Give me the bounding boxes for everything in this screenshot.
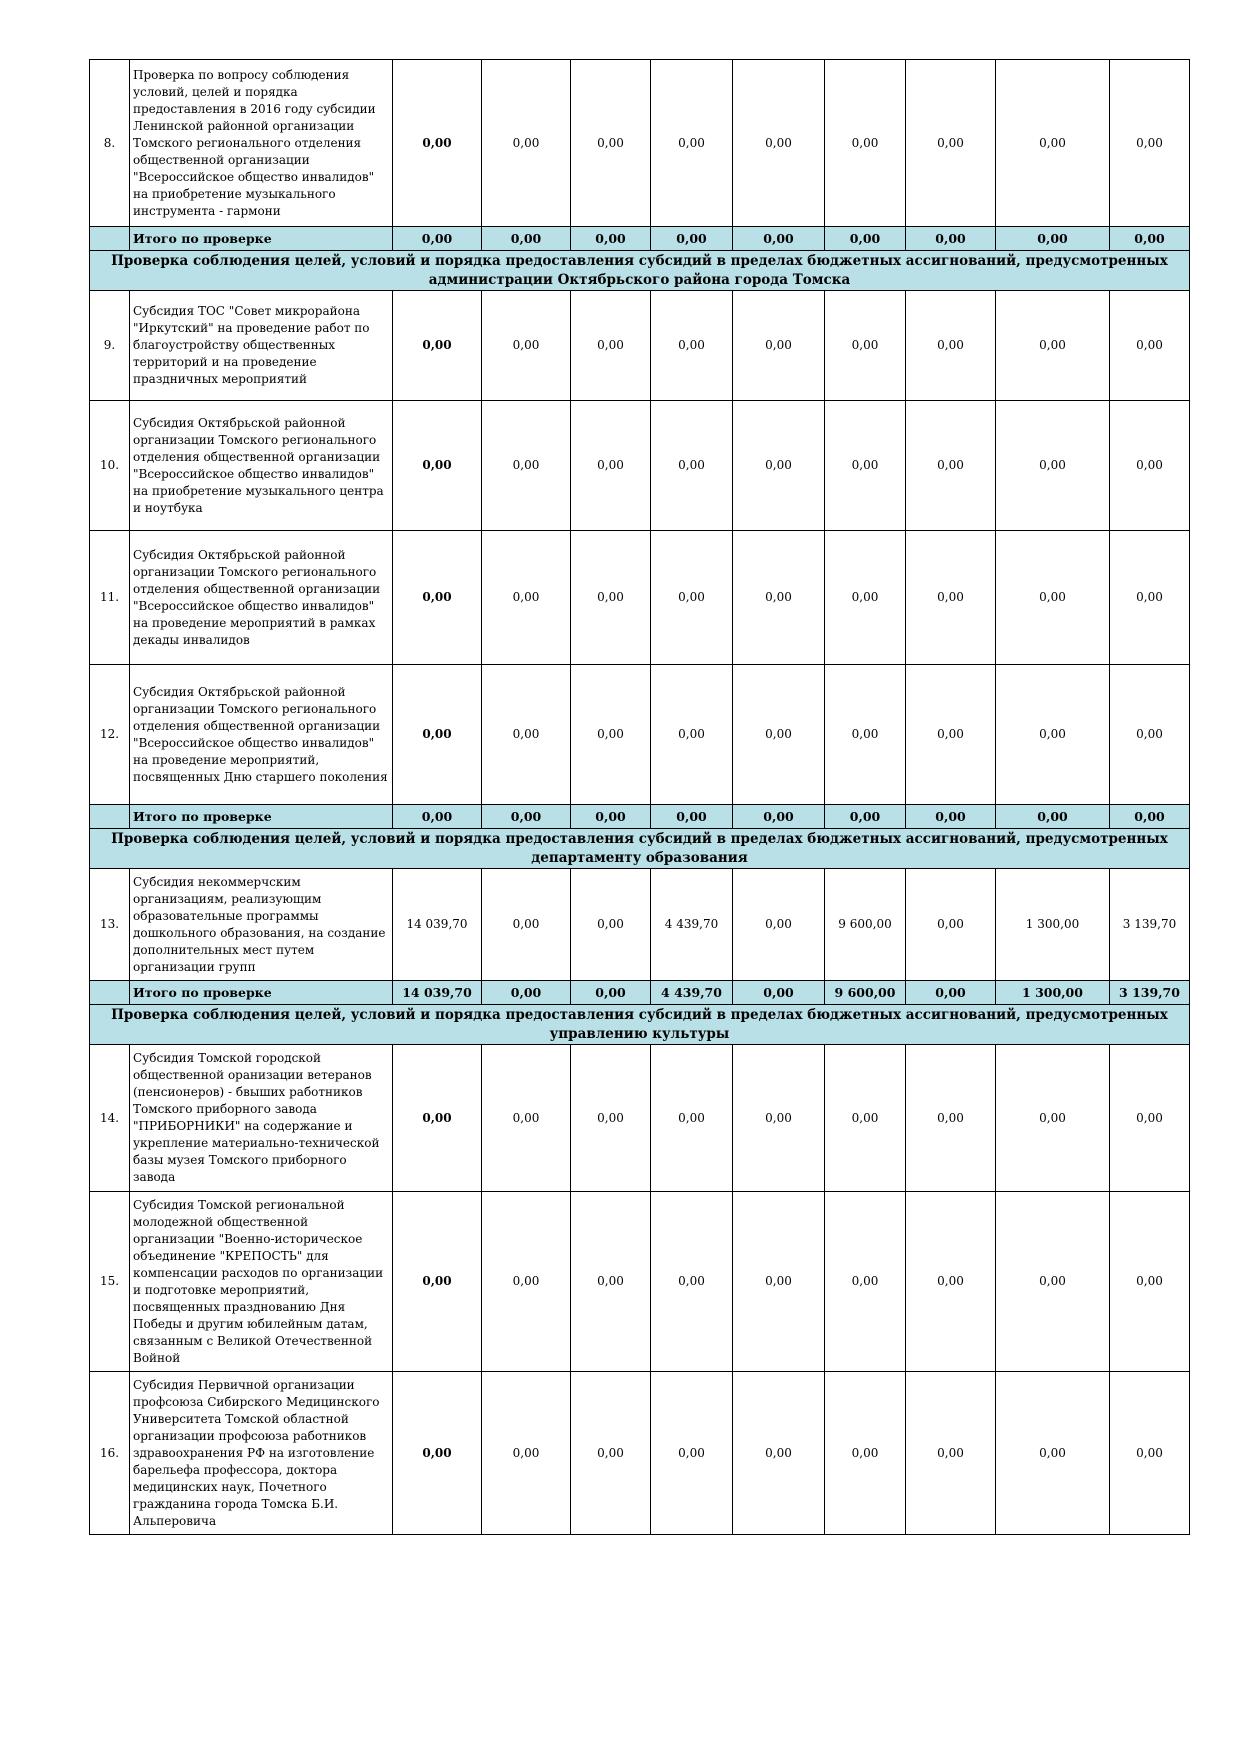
row-value-cell: 0,00 bbox=[1110, 291, 1190, 401]
row-value-cell: 0,00 bbox=[906, 1045, 996, 1192]
row-value-cell: 0,00 bbox=[1110, 1192, 1190, 1372]
total-value-cell: 0,00 bbox=[651, 805, 733, 829]
table-row bbox=[90, 291, 1190, 401]
row-value-cell: 0,00 bbox=[482, 401, 571, 531]
total-row-number-cell bbox=[90, 981, 130, 1005]
total-row-number-cell bbox=[90, 227, 130, 251]
row-number: 11. bbox=[90, 531, 130, 665]
row-total-value: 0,00 bbox=[393, 1045, 482, 1192]
row-value-cell: 0,00 bbox=[906, 60, 996, 227]
row-total-value: 0,00 bbox=[393, 291, 482, 401]
row-value-cell: 0,00 bbox=[651, 291, 733, 401]
row-value-cell: 0,00 bbox=[482, 531, 571, 665]
row-value-cell: 0,00 bbox=[571, 1045, 651, 1192]
section-header-row bbox=[90, 251, 1190, 291]
table-row bbox=[90, 1372, 1190, 1535]
row-value-cell: 0,00 bbox=[482, 1192, 571, 1372]
row-value-cell: 0,00 bbox=[651, 60, 733, 227]
row-value-cell: 0,00 bbox=[733, 869, 825, 981]
total-value-cell: 0,00 bbox=[482, 805, 571, 829]
row-value-cell: 0,00 bbox=[906, 531, 996, 665]
section-title: Проверка соблюдения целей, условий и порядка предоставления субсидий в пределах бюджетных ассигнований, предусмотренных департаменту образования bbox=[90, 829, 1190, 869]
row-value-cell: 0,00 bbox=[651, 1372, 733, 1535]
total-value-cell: 0,00 bbox=[571, 805, 651, 829]
row-total-value: 0,00 bbox=[393, 1372, 482, 1535]
total-value-cell: 0,00 bbox=[906, 227, 996, 251]
total-value-cell: 9 600,00 bbox=[825, 981, 906, 1005]
total-value-cell: 1 300,00 bbox=[996, 981, 1110, 1005]
row-value-cell: 0,00 bbox=[482, 1372, 571, 1535]
total-value-cell: 0,00 bbox=[733, 227, 825, 251]
row-value-cell: 0,00 bbox=[996, 665, 1110, 805]
row-total-value: 0,00 bbox=[393, 531, 482, 665]
row-value-cell: 0,00 bbox=[825, 401, 906, 531]
table-row bbox=[90, 1192, 1190, 1372]
total-value-cell: 0,00 bbox=[733, 981, 825, 1005]
row-value-cell: 0,00 bbox=[571, 60, 651, 227]
row-description: Субсидия Октябрьской районной организации Томского регионального отделения общественной организации "Всероссийское общество инвалидов" на приобретение музыкального центра и ноутбука bbox=[130, 401, 393, 531]
row-value-cell: 0,00 bbox=[825, 1192, 906, 1372]
row-description: Субсидия Октябрьской районной организации Томского регионального отделения общественной организации "Всероссийское общество инвалидов" на проведение мероприятий в рамках декады инвалидов bbox=[130, 531, 393, 665]
row-value-cell: 0,00 bbox=[651, 665, 733, 805]
row-value-cell: 0,00 bbox=[1110, 1372, 1190, 1535]
row-value-cell: 0,00 bbox=[482, 869, 571, 981]
row-value-cell: 0,00 bbox=[733, 531, 825, 665]
row-value-cell: 0,00 bbox=[1110, 1045, 1190, 1192]
row-value-cell: 0,00 bbox=[733, 291, 825, 401]
row-value-cell: 0,00 bbox=[482, 291, 571, 401]
row-value-cell: 0,00 bbox=[1110, 665, 1190, 805]
row-value-cell: 0,00 bbox=[733, 401, 825, 531]
total-value-cell: 0,00 bbox=[996, 227, 1110, 251]
row-description: Субсидия некоммерчским организациям, реализующим образовательные программы дошкольного образования, на создание дополнительных мест путем организации групп bbox=[130, 869, 393, 981]
row-description: Субсидия Первичной организации профсоюза Сибирского Медицинского Университета Томской областной организации профсоюза работников здравоохранения РФ на изготовление барельефа профессора, доктора медицинских наук, Почетного гражданина города Томска Б.И. Альперовича bbox=[130, 1372, 393, 1535]
row-value-cell: 0,00 bbox=[906, 401, 996, 531]
row-value-cell: 0,00 bbox=[996, 60, 1110, 227]
row-value-cell: 0,00 bbox=[733, 1045, 825, 1192]
row-description: Субсидия Томской региональной молодежной общественной организации "Военно-историческое объединение "КРЕПОСТЬ" для компенсации расходов по организации и подготовке мероприятий, посвященных празднованию Дня Победы и другим юбилейным датам, связанным с Великой Отечественной Войной bbox=[130, 1192, 393, 1372]
section-header-row bbox=[90, 1005, 1190, 1045]
row-value-cell: 0,00 bbox=[571, 869, 651, 981]
row-total-value: 14 039,70 bbox=[393, 869, 482, 981]
row-value-cell: 0,00 bbox=[571, 531, 651, 665]
table-row bbox=[90, 665, 1190, 805]
row-value-cell: 0,00 bbox=[651, 531, 733, 665]
row-value-cell: 0,00 bbox=[482, 1045, 571, 1192]
row-value-cell: 0,00 bbox=[651, 1045, 733, 1192]
row-value-cell: 0,00 bbox=[1110, 531, 1190, 665]
row-value-cell: 0,00 bbox=[733, 1372, 825, 1535]
row-value-cell: 0,00 bbox=[825, 531, 906, 665]
row-number: 15. bbox=[90, 1192, 130, 1372]
total-value-cell: 0,00 bbox=[825, 227, 906, 251]
total-value-cell: 0,00 bbox=[825, 805, 906, 829]
row-number: 9. bbox=[90, 291, 130, 401]
total-value-cell: 14 039,70 bbox=[393, 981, 482, 1005]
row-value-cell: 0,00 bbox=[571, 401, 651, 531]
row-description: Субсидия Томской городской общественной оранизации ветеранов (пенсионеров) - бвыших работников Томского приборного завода "ПРИБОРНИКИ" на содержание и укрепление материально-технической базы музея Томского приборного завода bbox=[130, 1045, 393, 1192]
total-value-cell: 0,00 bbox=[906, 981, 996, 1005]
row-description: Субсидия ТОС "Совет микрорайона "Иркутский" на проведение работ по благоустройству общественных территорий и на проведение праздничных мероприятий bbox=[130, 291, 393, 401]
total-row bbox=[90, 227, 1190, 251]
row-value-cell: 0,00 bbox=[482, 665, 571, 805]
table-row bbox=[90, 531, 1190, 665]
row-number: 14. bbox=[90, 1045, 130, 1192]
row-value-cell: 0,00 bbox=[996, 531, 1110, 665]
row-value-cell: 0,00 bbox=[996, 291, 1110, 401]
table-row bbox=[90, 401, 1190, 531]
total-row bbox=[90, 981, 1190, 1005]
total-value-cell: 0,00 bbox=[1110, 227, 1190, 251]
row-value-cell: 3 139,70 bbox=[1110, 869, 1190, 981]
table-row bbox=[90, 869, 1190, 981]
row-number: 8. bbox=[90, 60, 130, 227]
row-value-cell: 0,00 bbox=[825, 291, 906, 401]
section-title: Проверка соблюдения целей, условий и порядка предоставления субсидий в пределах бюджетных ассигнований, предусмотренных управлению культуры bbox=[90, 1005, 1190, 1045]
row-number: 16. bbox=[90, 1372, 130, 1535]
total-label: Итого по проверке bbox=[130, 805, 393, 829]
total-value-cell: 0,00 bbox=[906, 805, 996, 829]
subsidy-inspection-table bbox=[89, 59, 1190, 1535]
row-number: 10. bbox=[90, 401, 130, 531]
row-value-cell: 0,00 bbox=[906, 869, 996, 981]
total-label: Итого по проверке bbox=[130, 981, 393, 1005]
row-value-cell: 0,00 bbox=[825, 665, 906, 805]
row-description: Проверка по вопросу соблюдения условий, целей и порядка предоставления в 2016 году субсидии Ленинской районной организации Томского регионального отделения общественной организации "Всероссийское общество инвалидов" на приобретение музыкального инструмента - гармони bbox=[130, 60, 393, 227]
row-value-cell: 0,00 bbox=[1110, 60, 1190, 227]
row-value-cell: 0,00 bbox=[996, 401, 1110, 531]
total-value-cell: 0,00 bbox=[393, 227, 482, 251]
total-value-cell: 0,00 bbox=[651, 227, 733, 251]
row-value-cell: 0,00 bbox=[825, 1045, 906, 1192]
row-value-cell: 0,00 bbox=[996, 1045, 1110, 1192]
table-row bbox=[90, 1045, 1190, 1192]
row-value-cell: 0,00 bbox=[733, 1192, 825, 1372]
total-value-cell: 0,00 bbox=[1110, 805, 1190, 829]
row-total-value: 0,00 bbox=[393, 665, 482, 805]
row-value-cell: 0,00 bbox=[906, 291, 996, 401]
row-value-cell: 0,00 bbox=[906, 1192, 996, 1372]
row-value-cell: 0,00 bbox=[571, 1372, 651, 1535]
row-value-cell: 1 300,00 bbox=[996, 869, 1110, 981]
row-value-cell: 0,00 bbox=[482, 60, 571, 227]
total-value-cell: 3 139,70 bbox=[1110, 981, 1190, 1005]
total-value-cell: 0,00 bbox=[571, 981, 651, 1005]
row-value-cell: 0,00 bbox=[571, 291, 651, 401]
row-value-cell: 0,00 bbox=[571, 665, 651, 805]
row-number: 13. bbox=[90, 869, 130, 981]
total-value-cell: 0,00 bbox=[482, 981, 571, 1005]
table-body bbox=[90, 60, 1190, 1535]
total-value-cell: 0,00 bbox=[482, 227, 571, 251]
row-value-cell: 0,00 bbox=[571, 1192, 651, 1372]
row-value-cell: 0,00 bbox=[996, 1372, 1110, 1535]
section-header-row bbox=[90, 829, 1190, 869]
total-row bbox=[90, 805, 1190, 829]
row-value-cell: 9 600,00 bbox=[825, 869, 906, 981]
table-row bbox=[90, 60, 1190, 227]
row-value-cell: 0,00 bbox=[825, 60, 906, 227]
row-value-cell: 0,00 bbox=[906, 665, 996, 805]
row-value-cell: 4 439,70 bbox=[651, 869, 733, 981]
total-value-cell: 0,00 bbox=[571, 227, 651, 251]
total-label: Итого по проверке bbox=[130, 227, 393, 251]
row-total-value: 0,00 bbox=[393, 1192, 482, 1372]
row-total-value: 0,00 bbox=[393, 401, 482, 531]
row-value-cell: 0,00 bbox=[651, 401, 733, 531]
row-description: Субсидия Октябрьской районной организации Томского регионального отделения общественной организации "Всероссийское общество инвалидов" на проведение мероприятий, посвященных Дню старшего поколения bbox=[130, 665, 393, 805]
row-total-value: 0,00 bbox=[393, 60, 482, 227]
row-value-cell: 0,00 bbox=[906, 1372, 996, 1535]
total-value-cell: 0,00 bbox=[733, 805, 825, 829]
row-number: 12. bbox=[90, 665, 130, 805]
row-value-cell: 0,00 bbox=[825, 1372, 906, 1535]
total-value-cell: 0,00 bbox=[996, 805, 1110, 829]
row-value-cell: 0,00 bbox=[996, 1192, 1110, 1372]
total-row-number-cell bbox=[90, 805, 130, 829]
total-value-cell: 0,00 bbox=[393, 805, 482, 829]
section-title: Проверка соблюдения целей, условий и порядка предоставления субсидий в пределах бюджетных ассигнований, предусмотренных администрации Октябрьского района города Томска bbox=[90, 251, 1190, 291]
total-value-cell: 4 439,70 bbox=[651, 981, 733, 1005]
row-value-cell: 0,00 bbox=[733, 60, 825, 227]
row-value-cell: 0,00 bbox=[1110, 401, 1190, 531]
row-value-cell: 0,00 bbox=[651, 1192, 733, 1372]
row-value-cell: 0,00 bbox=[733, 665, 825, 805]
